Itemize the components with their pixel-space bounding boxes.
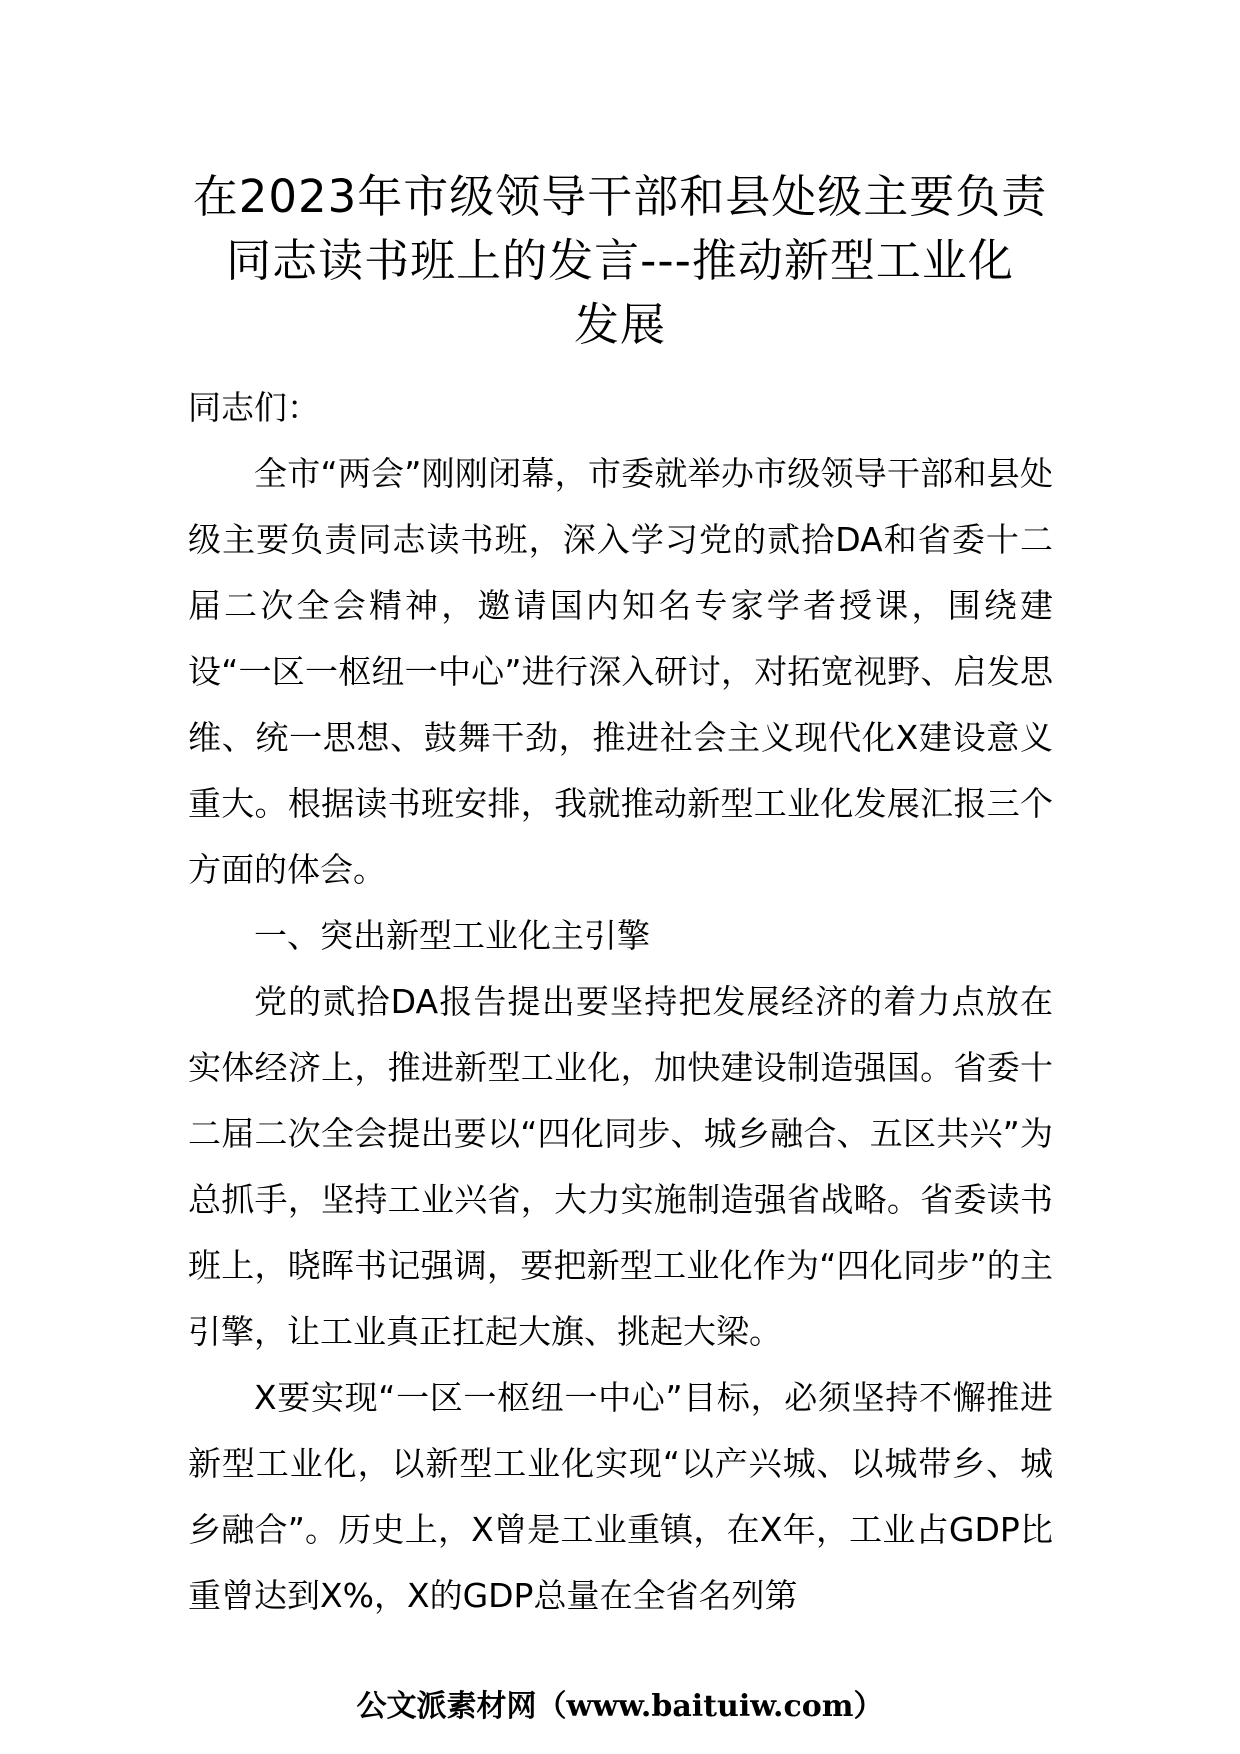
title-line-1: 在2023年市级领导干部和县处级主要负责	[192, 170, 1048, 223]
document-body	[188, 375, 1053, 1629]
footer-watermark: 公文派素材网（www.baituiw.com）	[356, 1689, 884, 1724]
salutation: 同志们：	[188, 388, 320, 427]
paragraph-section-1: 党的贰拾DA报告提出要坚持把发展经济的着力点放在实体经济上，推进新型工业化，加快建设制造强国。省委十二届二次全会提出要以“四化同步、城乡融合、五区共兴”为总抓手，坚持工业兴省，大力实施制造强省战略。省委读书班上，晓晖书记强调，要把新型工业化作为“四化同步”的主引擎，让工业真正扛起大旗、挑起大梁。	[188, 982, 1053, 1351]
title-line-2: 同志读书班上的发言---推动新型工业化	[226, 234, 1014, 287]
paragraph-intro: 全市“两会”刚刚闭幕，市委就举办市级领导干部和县处级主要负责同志读书班，深入学习党的贰拾DA和省委十二届二次全会精神，邀请国内知名专家学者授课，围绕建设“一区一枢纽一中心”进行深入研讨，对拓宽视野、启发思维、统一思想、鼓舞干劲，推进社会主义现代化X建设意义重大。根据读书班安排，我就推动新型工业化发展汇报三个方面的体会。	[188, 454, 1053, 889]
title-line-3: 发展	[573, 298, 666, 351]
document-title	[150, 165, 1090, 357]
paragraph-section-1-cont: X要实现“一区一枢纽一中心”目标，必须坚持不懈推进新型工业化，以新型工业化实现“以产兴城、以城带乡、城乡融合”。历史上，X曾是工业重镇，在X年，工业占GDP比重曾达到X%，X的GDP总量在全省名列第	[188, 1378, 1053, 1615]
section-heading-1: 一、突出新型工业化主引擎	[254, 916, 650, 955]
